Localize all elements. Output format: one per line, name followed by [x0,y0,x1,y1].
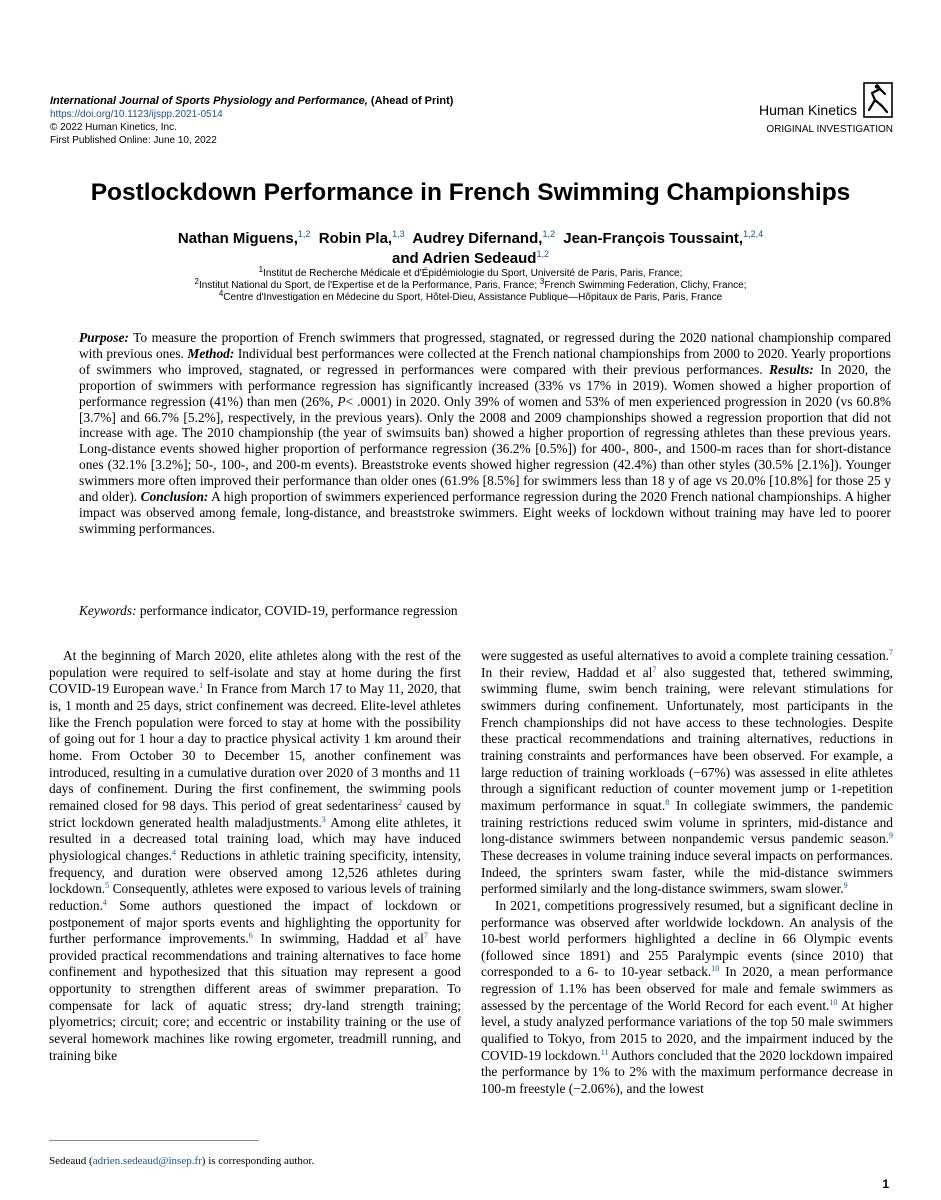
reference-citation[interactable]: 7 [652,664,657,674]
reference-citation[interactable]: 8 [665,797,670,807]
body-paragraph [49,648,461,1064]
journal-name-line [50,95,610,108]
body-text: In France from March 17 to May 11, 2020, that is, 1 month and 25 days, strict confinement was decreed. Elite-level athletes like the French population were forced to stay at home with the possibility of going out for 1 hour a day to practice physical activity 1 km around their home. From October 30 to December 15, another confinement was introduced, resulting in a cumulative duration over 2020 of 3 months and 11 days of confinement. During the first confinement, the swimming pools remained closed for 98 days. This period of great sedentariness [49,681,461,813]
body-column-left [49,648,461,1064]
body-text: In 2021, competitions progressively resumed, but a significant decline in performance was observed after worldwide lockdown. An analysis of the 10-best world performers highlighted a decline in 66 Olympic events (followed since 1891) and 255 Paralympic events (since 2010) that corresponded to a 6- to 10-year setback. [481,897,893,980]
body-text: Authors concluded that the 2020 lockdown impaired the performance by 1% to 2% with the maximum performance decrease in 100-m freestyle (−2.06%), and the lowest [481,1047,893,1097]
reference-citation[interactable]: 10 [711,964,720,974]
article-type-label: ORIGINAL INVESTIGATION [766,124,893,135]
journal-name: International Journal of Sports Physiology and Performance, (Ahead of Print) [50,95,454,107]
reference-citation[interactable]: 2 [398,797,403,807]
affiliation: $^4$Centre d'Investigation en Médecine du Sport, Hôtel-Dieu, Assistance Publique—Hôpitaux de Paris, Paris, France [218,289,723,303]
author-list [0,229,941,269]
affiliations [0,265,941,304]
abstract-results: In 2020, the proportion of swimmers with performance regression has significantly increased (33% vs 17% in 2019). Women showed a higher proportion of performance regression (41%) than men (26%, [79,361,891,409]
publication-date: First Published Online: June 10, 2022 [50,135,217,146]
keywords-label: Keywords: [79,603,137,618]
reference-citation[interactable]: 9 [889,831,893,841]
body-text: caused by strict lockdown generated health maladjustments. [49,797,461,830]
abstract-purpose-label: Purpose: [79,330,129,345]
human-kinetics-logo-icon [863,82,893,118]
reference-citation[interactable]: 7 [889,648,893,657]
reference-citation[interactable]: 1 [199,681,204,691]
abstract-results-continued: < .0001) in 2020. Only 39% of women and 53% of men experienced progression in 2020 (vs 60.8% [3.7%] and 66.7% [5.2%], respectively, in the previous years). Only the 2008 and 2009 championships showed a regression proportion that did not increase with age. The 2010 championship (the year of swimsuits ban) showed a higher proportion of regressing athletes than these previous years. Long-distance events showed higher proportion of performance regression (36.2% [0.5%]) for 400-, 800-, and 1500-m races than for short-distance ones (32.1% [3.2%]; 50-, 100-, and 200-m events). Breaststroke events showed higher regression (42.4%) than other styles (30.5% [2.1%]). Younger swimmers more often improved their performance than older ones (61.9% [8.5%] for swimmers less than 18 y of age vs 20.0% [10.8%] for those 25 y and older). [79,393,891,505]
keywords-list: performance indicator, COVID-19, performance regression [139,603,458,618]
body-text: These decreases in volume training induce several impacts on performances. Indeed, the sprinters swam faster, while the mid-distance swimmers performed similarly and the long-distance swimmers, swam slower. [481,847,893,897]
abstract [79,330,891,537]
abstract-conclusion-label: Conclusion: [140,489,209,505]
abstract-method: Individual best performances were collected at the French national championships from 2000 to 2020. Yearly proportions of swimmers who improved, stagnated, or regressed in performances were compared with their previous performances. [79,345,891,377]
body-text: In collegiate swimmers, the pandemic training restrictions reduced swim volume in sprinters, mid-distance and long-distance swimmers between nonpandemic versus pandemic season. [481,797,893,847]
body-text: also suggested that, tethered swimming, swimming flume, swim bench training, were relevant stimulations for swimmers during confinement. Unfortunately, most participants in the French championships did not have access to these technologies. Despite these practical recommendations and training alternatives, reductions in training constraints and performances have been observed. For example, a large reduction of training workloads (−67%) was assessed in elite athletes through a significant reduction of counter movement jump or 1-repetition maximum performance in squat. [481,664,893,813]
corresponding-author-footnote: Sedeaud (adrien.sedeaud@insep.fr) is corresponding author. [49,1155,315,1167]
author: Audrey Difernand,$^{1,2}$ [412,229,555,247]
abstract-results-label: Results: [769,361,814,377]
body-text: Among elite athletes, it resulted in a decreased total training load, which may have induced physiological changes. [49,814,461,863]
abstract-purpose: To measure the proportion of French swimmers that progressed, stagnated, or regressed during the 2020 national championship compared with previous ones. [79,330,891,361]
body-text: At higher level, a study analyzed performance variations of the top 50 male swimmers qualified to Tokyo, from 2015 to 2020, and the impairment induced by the COVID-19 lockdown. [481,997,893,1063]
body-text: Some authors questioned the impact of lockdown or postponement of major sports events and highlighting the opportunity for further performance improvements. [49,897,461,947]
affiliation: $^1$Institut de Recherche Médicale et d'Épidémiologie du Sport, Université de Paris, Paris, France; [258,265,683,279]
p-value-symbol: P [337,393,346,409]
abstract-method-label: Method: [187,345,235,361]
body-paragraph [481,648,893,898]
body-text: In their review, Haddad et al [481,664,653,680]
body-text: Reductions in athletic training specificity, intensity, frequency, and duration were observed among 12,526 athletes during lockdown. [49,847,461,897]
page-number: 1 [882,1177,889,1191]
author: Nathan Miguens,$^{1,2}$ [177,229,311,247]
journal-header [50,95,610,147]
reference-citation[interactable]: 11 [600,1047,609,1057]
reference-citation[interactable]: 3 [321,814,326,824]
reference-citation[interactable]: 10 [829,997,838,1007]
body-paragraph [481,898,893,1098]
copyright: © 2022 Human Kinetics, Inc. [50,122,177,133]
reference-citation[interactable]: 6 [248,931,253,941]
reference-citation[interactable]: 4 [102,897,107,907]
author: and Adrien Sedeaud$^{1,2}$ [392,249,549,267]
reference-citation[interactable]: 9 [843,881,848,891]
author: Jean-François Toussaint,$^{1,2,4}$ [563,229,764,247]
doi-link[interactable]: https://doi.org/10.1123/ijspp.2021-0514 [50,109,223,120]
keywords [79,603,891,619]
author-email-link[interactable]: adrien.sedeaud@insep.fr [92,1155,202,1167]
reference-citation[interactable]: 5 [105,881,110,891]
body-text: At the beginning of March 2020, elite athletes along with the rest of the population were required to self-isolate and stay at home during the first COVID-19 European wave. [49,648,461,697]
body-text: have provided practical recommendations and training alternatives to face home confinement and hypothesized that this situation may represent a good opportunity to strengthen different areas of swimmer preparation. To compensate for lack of aquatic stress; dry-land strength training; plyometrics; circuit; core; and eccentric or instability training or the use of several homework machines like rowing ergometer, treadmill running, and training bike [49,931,461,1063]
body-text: In swimming, Haddad et al [252,931,424,947]
author: Robin Pla,$^{1,3}$ [318,229,405,247]
article-title: Postlockdown Performance in French Swimming Championships [90,179,851,206]
body-column-right [481,648,893,1098]
reference-citation[interactable]: 4 [172,847,177,857]
publisher-name: Human Kinetics [758,102,857,118]
footnote-divider [49,1140,259,1141]
body-text: were suggested as useful alternatives to avoid a complete training cessation. [481,648,889,663]
affiliation: $^2$Institut National du Sport, de l'Expertise et de la Performance, Paris, France; $^3$French Swimming Federation, Clichy, France; [194,277,747,291]
body-text: Consequently, athletes were exposed to various levels of training reduction. [49,881,461,913]
body-text: In 2020, a mean performance regression of 1.1% has been observed for male and female swimmers as assessed by the percentage of the World Record for each event. [481,964,893,1013]
reference-citation[interactable]: 7 [423,931,428,941]
abstract-conclusion: A high proportion of swimmers experienced performance regression during the 2020 French national championships. A higher impact was observed among female, long-distance, and breaststroke swimmers. Eight weeks of lockdown without training may have led to poorer swimming performances. [79,489,891,536]
